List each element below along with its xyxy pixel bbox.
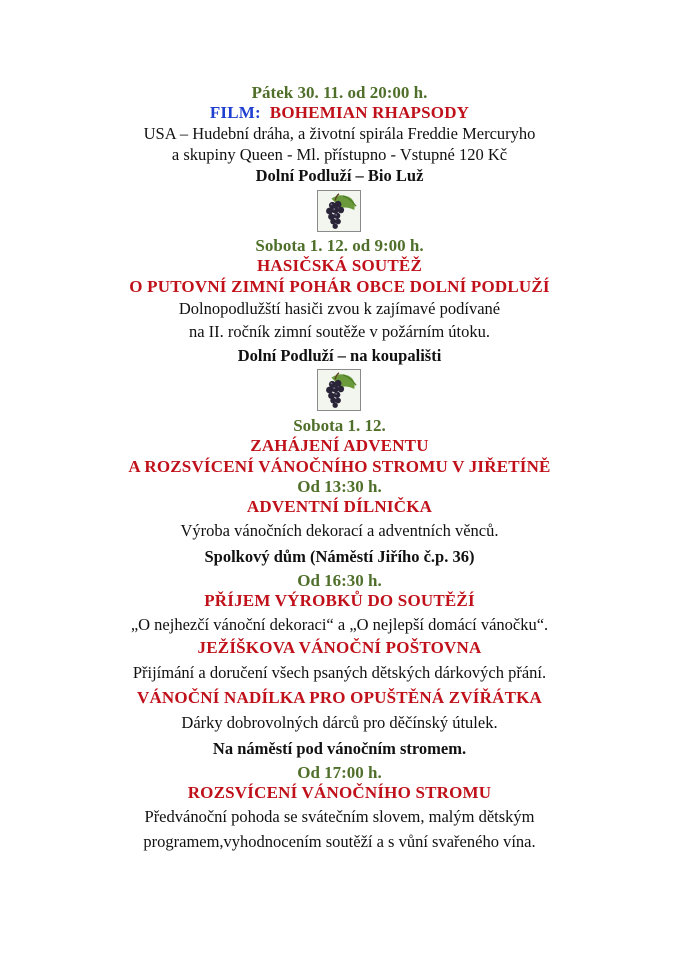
rozsviceni-desc-2: programem,vyhodnocením soutěží a s vůní svařeného vína. bbox=[143, 832, 536, 851]
nadilka-desc: Dárky dobrovolných dárců pro děčínský útulek. bbox=[181, 713, 498, 732]
hasici-title-1: HASIČSKÁ SOUTĚŽ bbox=[256, 256, 423, 275]
dilnicka-place: Spolkový dům (Náměstí Jiřího č.p. 36) bbox=[204, 547, 475, 566]
advent-title-1: ZAHÁJENÍ ADVENTU bbox=[250, 436, 429, 455]
hasici-date: Sobota 1. 12. od 9:00 h. bbox=[255, 236, 424, 255]
nadilka-place: Na náměstí pod vánočním stromem. bbox=[212, 739, 467, 758]
rozsviceni-title: ROZSVÍCENÍ VÁNOČNÍHO STROMU bbox=[187, 783, 492, 802]
advent-title-2: A ROZSVÍCENÍ VÁNOČNÍHO STROMU V JIŘETÍNĚ bbox=[128, 457, 551, 476]
hasici-place: Dolní Podluží – na koupališti bbox=[237, 346, 442, 365]
film-desc-2: a skupiny Queen - Ml. přístupno - Vstupné 120 Kč bbox=[171, 145, 508, 164]
rozsviceni-desc-1: Předvánoční pohoda se svátečním slovem, malým dětským bbox=[144, 807, 535, 826]
advent-time-2: Od 16:30 h. bbox=[297, 571, 382, 590]
film-place: Dolní Podluží – Bio Luž bbox=[255, 166, 424, 185]
prijem-desc: „O nejhezčí vánoční dekoraci“ a „O nejlepší domácí vánočku“. bbox=[130, 615, 549, 634]
dilnicka-title: ADVENTNÍ DÍLNIČKA bbox=[246, 497, 433, 516]
nadilka-title: VÁNOČNÍ NADÍLKA PRO OPUŠTĚNÁ ZVÍŘÁTKA bbox=[136, 688, 543, 707]
film-desc-1: USA – Hudební dráha, a životní spirála Freddie Mercuryho bbox=[143, 124, 536, 143]
postovna-desc: Přijímání a doručení všech psaných dětských dárkových přání. bbox=[132, 663, 547, 682]
advent-time-3: Od 17:00 h. bbox=[297, 763, 382, 782]
hasici-title-2: O PUTOVNÍ ZIMNÍ POHÁR OBCE DOLNÍ PODLUŽÍ bbox=[129, 277, 550, 296]
advent-date: Sobota 1. 12. bbox=[293, 416, 386, 435]
film-label: FILM: bbox=[209, 103, 261, 122]
grape-cluster-icon bbox=[317, 190, 361, 232]
dilnicka-desc: Výroba vánočních dekorací a adventních věnců. bbox=[180, 521, 499, 540]
hasici-desc-1: Dolnopodlužští hasiči zvou k zajímavé podívané bbox=[178, 299, 501, 318]
film-title: BOHEMIAN RHAPSODY bbox=[269, 103, 470, 122]
postovna-title: JEŽÍŠKOVA VÁNOČNÍ POŠTOVNA bbox=[197, 638, 482, 657]
prijem-title: PŘÍJEM VÝROBKŮ DO SOUTĚŽÍ bbox=[204, 591, 475, 610]
film-title-line bbox=[0, 103, 679, 123]
grape-cluster-icon bbox=[317, 369, 361, 411]
advent-time-1: Od 13:30 h. bbox=[297, 477, 382, 496]
hasici-desc-2: na II. ročník zimní soutěže v požárním útoku. bbox=[188, 322, 491, 341]
film-date: Pátek 30. 11. od 20:00 h. bbox=[251, 83, 428, 102]
